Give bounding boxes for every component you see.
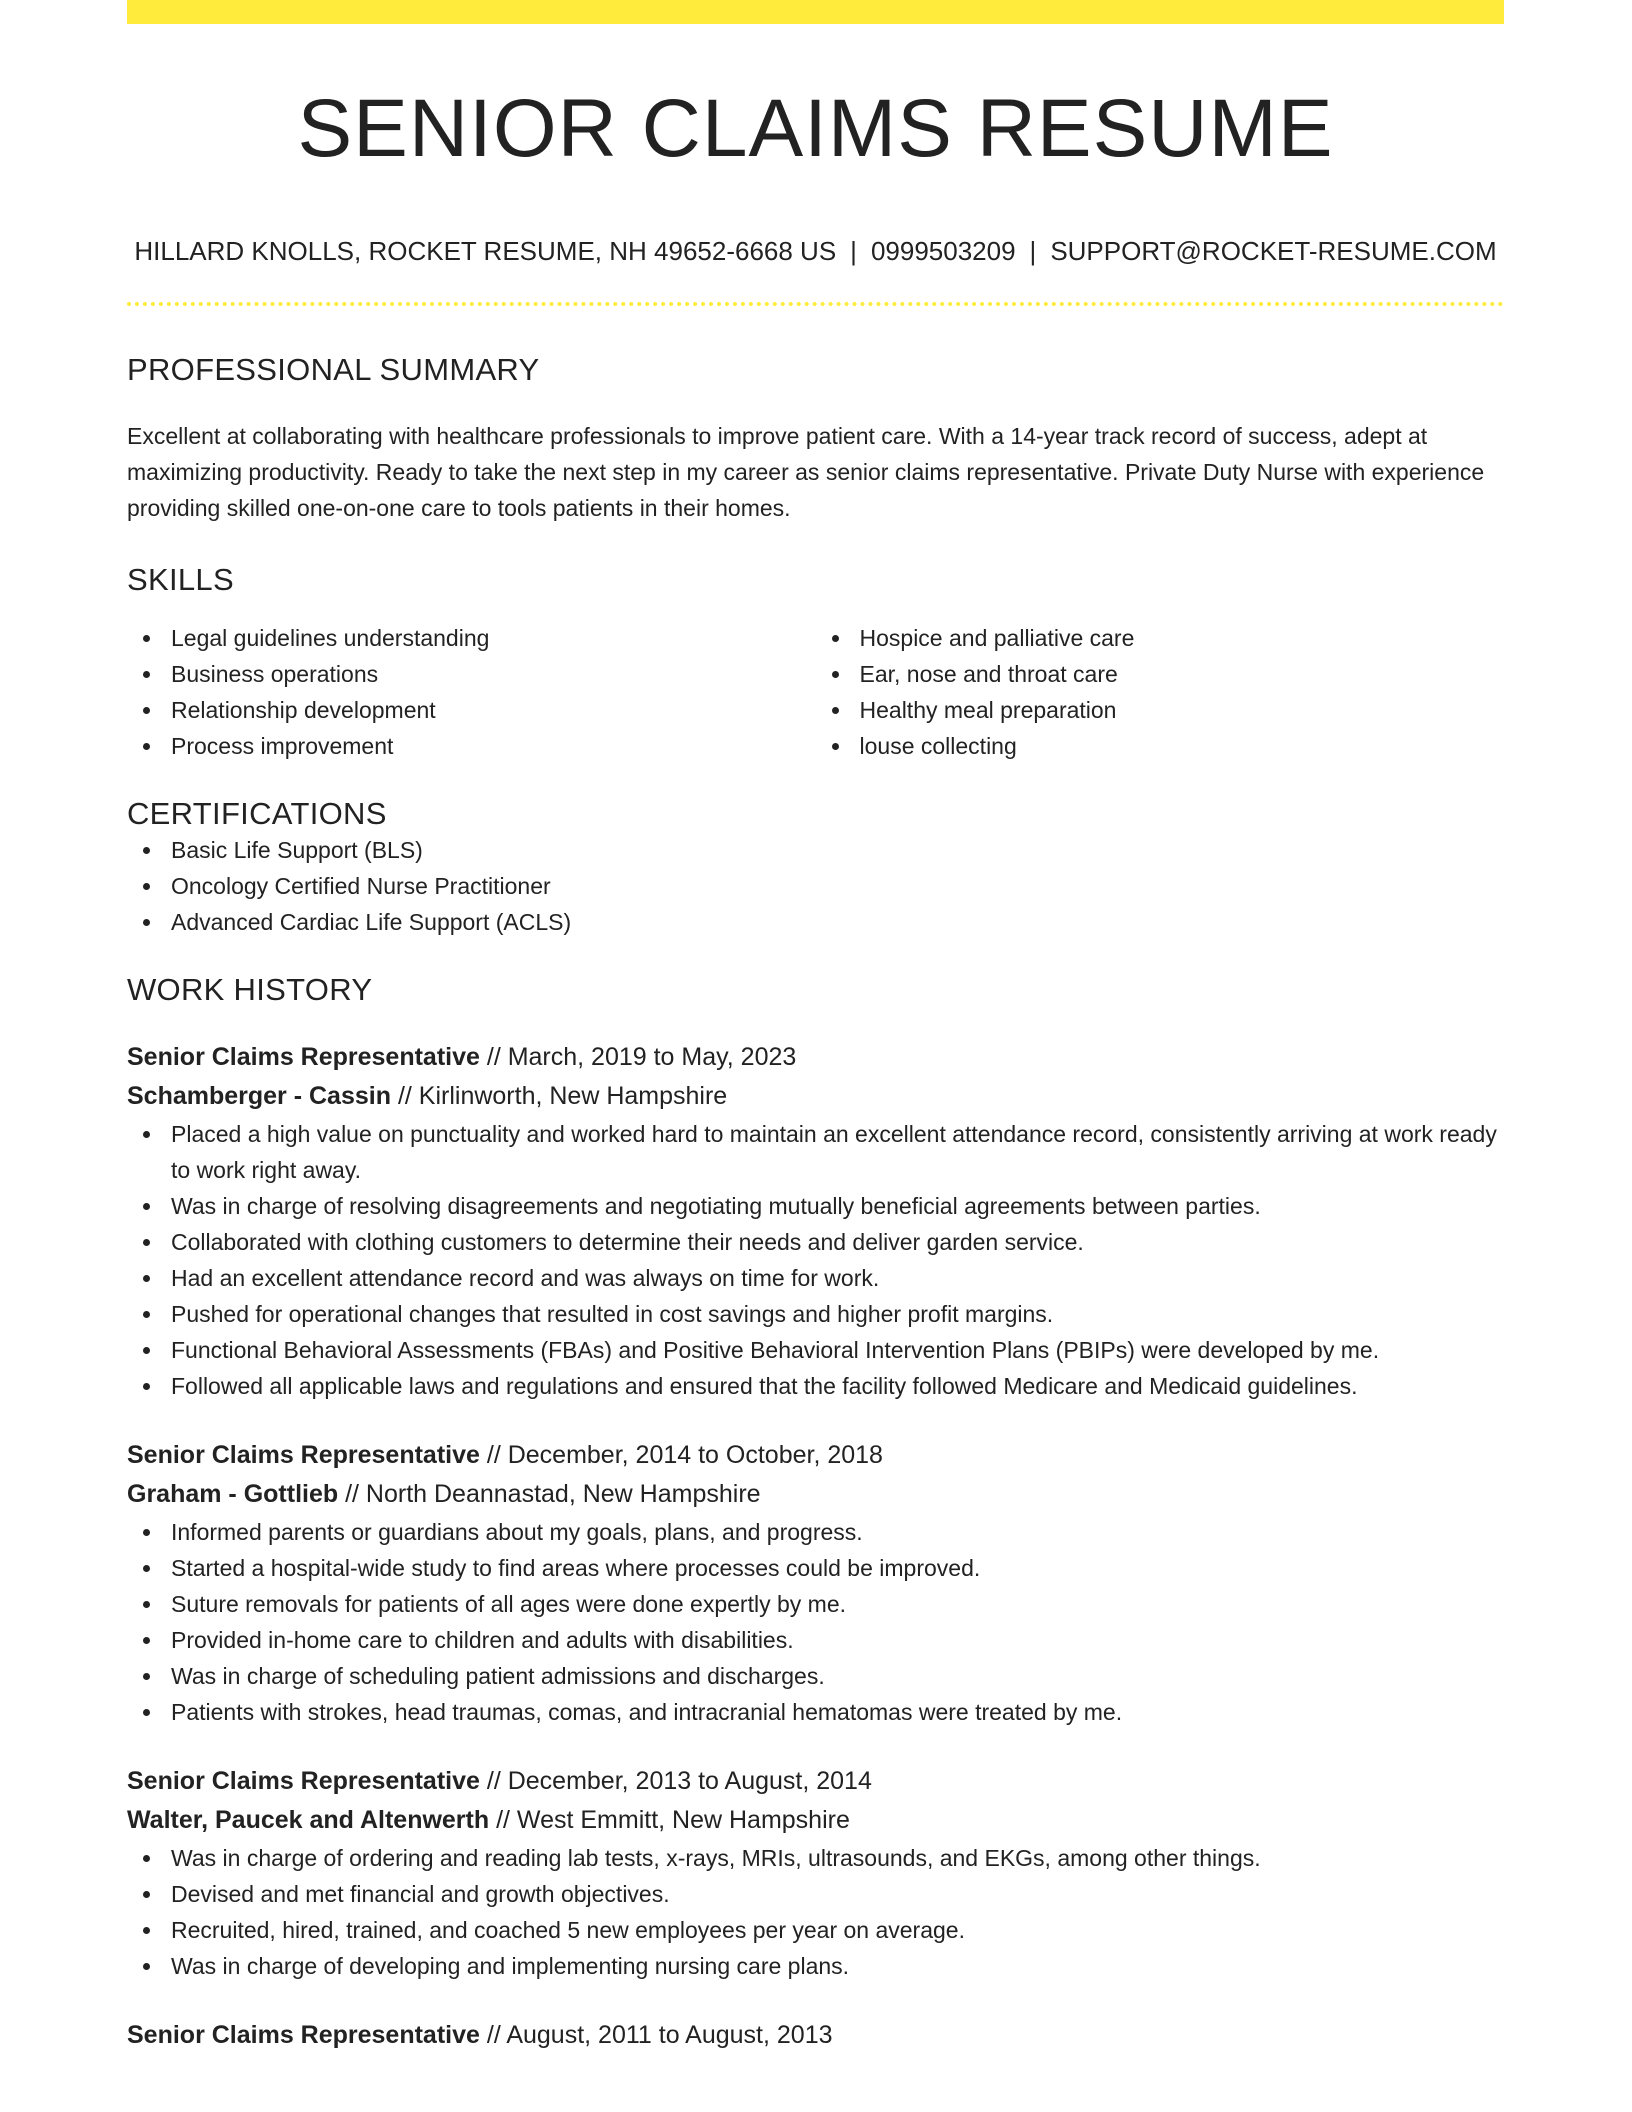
page-title: SENIOR CLAIMS RESUME	[297, 83, 1334, 174]
contact-email: SUPPORT@ROCKET-RESUME.COM	[1050, 236, 1497, 267]
skills-left-list	[127, 620, 816, 764]
job-title-line	[127, 1038, 1504, 1077]
job-duty-item: Patients with strokes, head traumas, comas, and intracranial hematomas were treated by me.	[127, 1694, 1504, 1730]
job-location: // Kirlinworth, New Hampshire	[391, 1082, 728, 1111]
summary-text: Excellent at collaborating with healthcare professionals to improve patient care. With a 14-year track record of success, adept at maximizing productivity. Ready to take the next step in my career as senior claims representative. Private Duty Nurse with experience providing skilled one-on-one care to tools patients in their homes.	[127, 423, 1485, 522]
summary-section	[127, 352, 1504, 526]
job-entry	[127, 1436, 1504, 1730]
skill-item: Business operations	[127, 656, 816, 692]
contact-phone: 0999503209	[870, 236, 1016, 267]
skill-item: Healthy meal preparation	[816, 692, 1505, 728]
job-role: Senior Claims Representative	[127, 1441, 480, 1470]
work-history-heading: WORK HISTORY	[127, 972, 373, 1008]
job-entry	[127, 1038, 1504, 1404]
job-company: Schamberger - Cassin	[127, 1082, 391, 1111]
skill-item: Relationship development	[127, 692, 816, 728]
job-duties-list	[127, 1514, 1504, 1730]
job-duty-item: Followed all applicable laws and regulations and ensured that the facility followed Medicare and Medicaid guidelines.	[127, 1368, 1504, 1404]
job-duty-item: Placed a high value on punctuality and worked hard to maintain an excellent attendance record, consistently arriving at work ready to work right away.	[127, 1116, 1504, 1188]
certification-item: Advanced Cardiac Life Support (ACLS)	[127, 904, 1504, 940]
contact-separator: |	[1029, 236, 1037, 267]
job-dates: // December, 2013 to August, 2014	[479, 1767, 872, 1796]
resume-page	[127, 0, 1504, 2055]
dotted-divider	[127, 302, 1504, 306]
contact-line	[127, 236, 1504, 267]
skills-columns	[127, 620, 1504, 764]
certifications-section	[127, 796, 1504, 940]
job-dates: // December, 2014 to October, 2018	[479, 1441, 883, 1470]
job-duty-item: Suture removals for patients of all ages were done expertly by me.	[127, 1586, 1504, 1622]
accent-bar	[127, 0, 1504, 24]
job-entry	[127, 2016, 1504, 2055]
skill-item: Ear, nose and throat care	[816, 656, 1505, 692]
job-title-line	[127, 1436, 1504, 1475]
job-company-line	[127, 1077, 1504, 1116]
job-duties-list	[127, 1840, 1504, 1984]
skills-heading: SKILLS	[127, 562, 234, 598]
job-duty-item: Informed parents or guardians about my goals, plans, and progress.	[127, 1514, 1504, 1550]
job-dates: // August, 2011 to August, 2013	[479, 2021, 833, 2050]
job-duty-item: Pushed for operational changes that resulted in cost savings and higher profit margins.	[127, 1296, 1504, 1332]
job-dates: // March, 2019 to May, 2023	[479, 1043, 797, 1072]
job-duty-item: Functional Behavioral Assessments (FBAs) and Positive Behavioral Intervention Plans (PBIPs) were developed by me.	[127, 1332, 1504, 1368]
skill-item: louse collecting	[816, 728, 1505, 764]
job-duty-item: Was in charge of scheduling patient admissions and discharges.	[127, 1658, 1504, 1694]
job-company: Graham - Gottlieb	[127, 1480, 339, 1509]
job-title-line	[127, 1762, 1504, 1801]
certification-item: Basic Life Support (BLS)	[127, 832, 1504, 868]
job-company-line	[127, 1801, 1504, 1840]
job-role: Senior Claims Representative	[127, 2021, 480, 2050]
job-location: // North Deannastad, New Hampshire	[338, 1480, 761, 1509]
summary-heading: PROFESSIONAL SUMMARY	[127, 352, 540, 388]
job-company-line	[127, 1475, 1504, 1514]
skills-section	[127, 562, 1504, 764]
work-history-section	[127, 972, 1504, 2055]
job-duty-item: Devised and met financial and growth objectives.	[127, 1876, 1504, 1912]
skill-item: Legal guidelines understanding	[127, 620, 816, 656]
job-duty-item: Had an excellent attendance record and was always on time for work.	[127, 1260, 1504, 1296]
certification-item: Oncology Certified Nurse Practitioner	[127, 868, 1504, 904]
certifications-list	[127, 832, 1504, 940]
job-duty-item: Was in charge of developing and implementing nursing care plans.	[127, 1948, 1504, 1984]
job-duty-item: Provided in-home care to children and adults with disabilities.	[127, 1622, 1504, 1658]
job-role: Senior Claims Representative	[127, 1043, 480, 1072]
job-entry	[127, 1762, 1504, 1984]
skill-item: Hospice and palliative care	[816, 620, 1505, 656]
job-title-line	[127, 2016, 1504, 2055]
certifications-heading: CERTIFICATIONS	[127, 796, 387, 832]
job-duty-item: Was in charge of resolving disagreements and negotiating mutually beneficial agreements between parties.	[127, 1188, 1504, 1224]
job-duty-item: Was in charge of ordering and reading lab tests, x-rays, MRIs, ultrasounds, and EKGs, among other things.	[127, 1840, 1504, 1876]
job-role: Senior Claims Representative	[127, 1767, 480, 1796]
skills-right-list	[816, 620, 1505, 764]
job-location: // West Emmitt, New Hampshire	[489, 1806, 850, 1835]
contact-address: HILLARD KNOLLS, ROCKET RESUME, NH 49652-6668 US	[134, 236, 837, 267]
jobs-container	[127, 1038, 1504, 2055]
skill-item: Process improvement	[127, 728, 816, 764]
job-company: Walter, Paucek and Altenwerth	[127, 1806, 490, 1835]
job-duties-list	[127, 1116, 1504, 1404]
job-duty-item: Recruited, hired, trained, and coached 5 new employees per year on average.	[127, 1912, 1504, 1948]
job-duty-item: Collaborated with clothing customers to determine their needs and deliver garden service.	[127, 1224, 1504, 1260]
job-duty-item: Started a hospital-wide study to find areas where processes could be improved.	[127, 1550, 1504, 1586]
contact-separator: |	[850, 236, 857, 267]
